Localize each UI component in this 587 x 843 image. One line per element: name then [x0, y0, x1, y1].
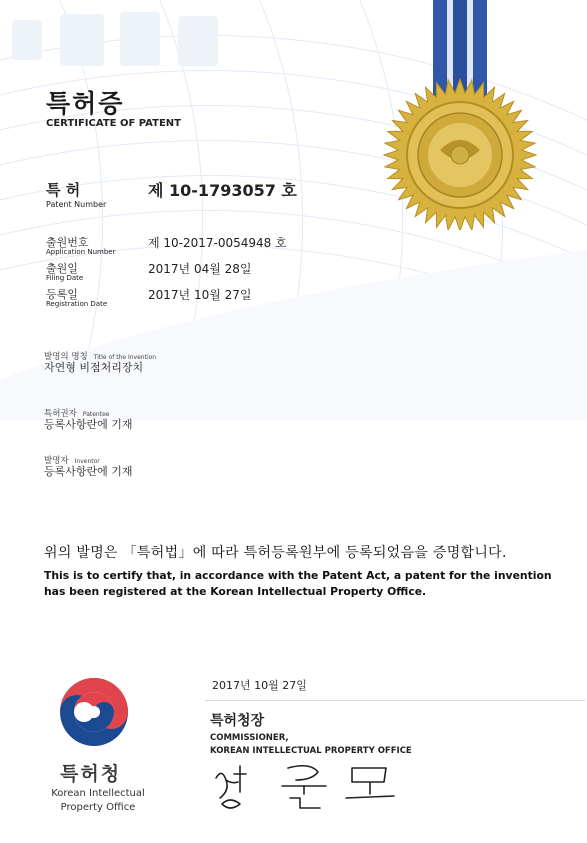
certification-statement-en-line2: has been registered at the Korean Intellectual Property Office.: [44, 585, 427, 598]
certificate-title-en: CERTIFICATE OF PATENT: [46, 118, 181, 129]
gold-seal-icon: [380, 0, 540, 230]
invention-title-label-en: Title of the Invention: [93, 354, 157, 361]
commissioner-title-en-line2: KOREAN INTELLECTUAL PROPERTY OFFICE: [210, 746, 412, 756]
application-number-label-en: Application Number: [46, 248, 116, 256]
kipo-name-ko: 특허청: [60, 763, 122, 785]
application-number-label-ko: 출원번호: [46, 236, 89, 249]
certificate-title-ko: 특허증: [46, 89, 125, 118]
inventor-value: 등록사항란에 기재: [44, 465, 133, 478]
patent-number-value: 제 10-1793057 호: [148, 181, 297, 200]
issue-date: 2017년 10월 27일: [212, 679, 307, 692]
certification-statement-ko: 위의 발명은 「특허법」에 따라 특허등록원부에 등록되었음을 증명합니다.: [44, 545, 507, 561]
patentee-label-en: Patentee: [82, 411, 110, 418]
application-number-value: 제 10-2017-0054948 호: [148, 236, 287, 250]
invention-title-value: 자연형 비점처리장치: [44, 361, 144, 374]
commissioner-signature: [200, 758, 410, 814]
commissioner-title-ko: 특허청장: [210, 713, 265, 729]
filing-date-label-en: Filing Date: [46, 274, 84, 282]
filing-date-label-ko: 출원일: [46, 262, 78, 275]
kipo-name-en-line2: Property Office: [60, 802, 136, 813]
kipo-taegeuk-logo: [56, 674, 132, 750]
filing-date-value: 2017년 04월 28일: [148, 262, 252, 276]
commissioner-title-en-line1: COMMISSIONER,: [210, 733, 289, 743]
signature-divider: [205, 700, 585, 701]
patent-number-label-en: Patent Number: [46, 200, 107, 209]
invention-title-label-ko: 발명의 명칭: [44, 352, 88, 362]
inventor-label-en: Inventor: [74, 458, 100, 465]
patentee-value: 등록사항란에 기재: [44, 418, 133, 431]
certification-statement-en-line1: This is to certify that, in accordance with the Patent Act, a patent for the invention: [44, 569, 552, 582]
kipo-name-en-line1: Korean Intellectual: [51, 788, 145, 799]
patentee-label-ko: 특허권자: [44, 409, 77, 419]
registration-date-label-en: Registration Date: [46, 300, 108, 308]
patent-number-label-ko: 특 허: [46, 181, 81, 199]
registration-date-value: 2017년 10월 27일: [148, 288, 252, 302]
registration-date-label-ko: 등록일: [46, 288, 78, 301]
inventor-label-ko: 발명자: [44, 456, 69, 466]
